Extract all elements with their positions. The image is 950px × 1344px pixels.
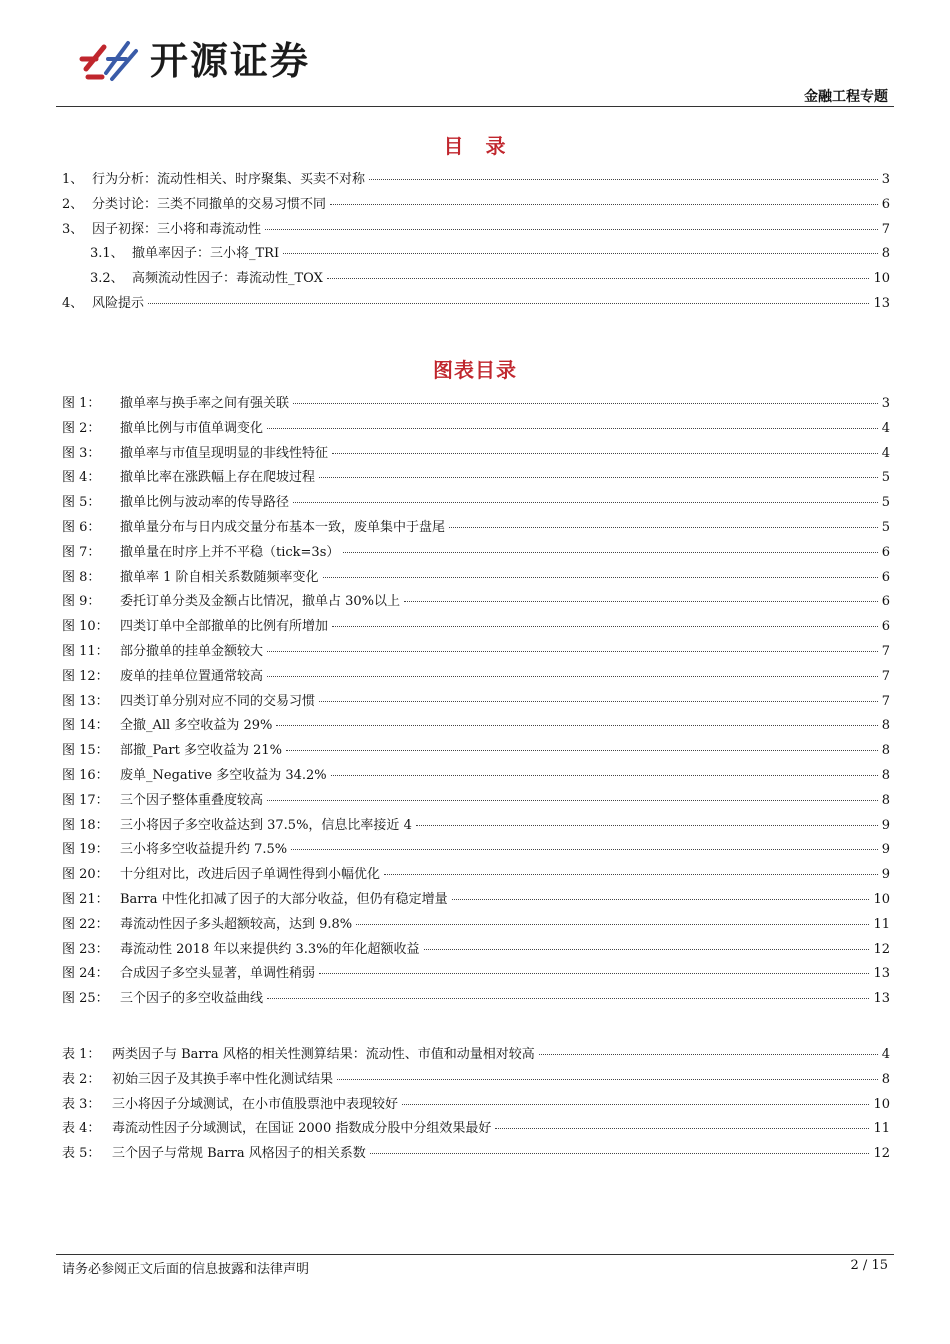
entry-page: 8	[881, 718, 890, 734]
dot-leader	[267, 428, 878, 429]
entry-text: 撤单率因子：三小将_TRI	[132, 246, 280, 262]
entry-text: 撤单率与市值呈现明显的非线性特征	[120, 445, 329, 461]
entry-page: 6	[881, 196, 890, 212]
entry-text: 撤单比例与波动率的传导路径	[120, 495, 290, 511]
entry-number: 表 5：	[62, 1146, 101, 1162]
entry-label	[62, 566, 321, 585]
toc-entry[interactable]	[62, 640, 890, 665]
figure-toc-title: 图表目录	[433, 358, 517, 382]
entry-label	[62, 466, 317, 485]
toc-entry[interactable]	[62, 1117, 890, 1142]
toc-entry[interactable]	[62, 491, 890, 516]
entry-number: 图 24：	[62, 966, 109, 982]
entry-page: 9	[881, 867, 890, 883]
entry-page: 13	[873, 295, 890, 311]
entry-page: 13	[873, 991, 890, 1007]
entry-label	[62, 1043, 537, 1062]
dot-leader	[331, 775, 878, 776]
entry-label	[62, 392, 291, 411]
dot-leader	[337, 1079, 878, 1080]
dot-leader	[384, 874, 878, 875]
entry-text: 四类订单中全部撤单的比例有所增加	[120, 619, 329, 635]
entry-page: 4	[881, 420, 890, 436]
page-number: 2 / 15	[850, 1258, 888, 1273]
entry-text: 合成因子多空头显著，单调性稍弱	[120, 966, 316, 982]
toc-entry[interactable]	[62, 392, 890, 417]
entry-page: 8	[881, 792, 890, 808]
dot-leader	[286, 750, 878, 751]
entry-label	[62, 665, 265, 684]
entry-page: 6	[881, 544, 890, 560]
entry-label	[62, 838, 289, 857]
entry-number: 3.1、	[90, 246, 124, 262]
entry-label	[62, 814, 414, 833]
entry-label	[62, 615, 330, 634]
dot-leader	[356, 924, 869, 925]
entry-label	[62, 888, 450, 907]
toc-entry[interactable]	[62, 442, 890, 467]
entry-page: 10	[873, 891, 890, 907]
entry-label	[62, 491, 291, 510]
entry-label	[62, 1142, 368, 1161]
toc-entry[interactable]	[62, 541, 890, 566]
dot-leader	[424, 949, 870, 950]
dot-leader	[370, 1153, 870, 1154]
table-list	[62, 1043, 890, 1167]
dot-leader	[293, 403, 878, 404]
entry-number: 图 8：	[62, 569, 101, 585]
dot-leader	[495, 1128, 869, 1129]
entry-page: 5	[881, 519, 890, 535]
entry-text: 撤单率 1 阶自相关系数随频率变化	[120, 569, 319, 585]
dot-leader	[319, 477, 878, 478]
dot-leader	[416, 825, 878, 826]
entry-number: 图 11：	[62, 643, 109, 659]
entry-text: 因子初探：三小将和毒流动性	[92, 221, 262, 237]
dot-leader	[267, 676, 878, 677]
dot-leader	[323, 577, 878, 578]
dot-leader	[319, 973, 869, 974]
entry-page: 11	[873, 916, 890, 932]
dot-leader	[449, 527, 878, 528]
entry-text: 三小将因子多空收益达到 37.5%，信息比率接近 4	[120, 817, 412, 833]
dot-leader	[369, 179, 878, 180]
entry-number: 图 6：	[62, 519, 101, 535]
entry-label	[62, 764, 329, 783]
dot-leader	[293, 502, 878, 503]
entry-number: 图 12：	[62, 668, 109, 684]
entry-page: 4	[881, 1047, 890, 1062]
figure-list	[62, 392, 890, 1012]
entry-text: 三个因子的多空收益曲线	[120, 991, 264, 1007]
entry-text: 撤单量分布与日内成交量分布基本一致，废单集中于盘尾	[120, 519, 446, 535]
entry-number: 2、	[62, 196, 84, 212]
entry-text: 分类讨论：三类不同撤单的交易习惯不同	[92, 196, 327, 212]
report-type: 金融工程专题	[804, 89, 888, 105]
entry-label	[62, 690, 317, 709]
entry-number: 图 19：	[62, 842, 109, 858]
entry-number: 表 3：	[62, 1096, 101, 1112]
toc-entry[interactable]	[62, 466, 890, 491]
entry-text: 三个因子与常规 Barra 风格因子的相关系数	[112, 1146, 366, 1162]
toc-entry[interactable]	[62, 1043, 890, 1068]
entry-page: 6	[881, 619, 890, 635]
entry-number: 4、	[62, 295, 84, 311]
entry-label	[62, 417, 265, 436]
dot-leader	[267, 998, 869, 999]
entry-page: 3	[881, 172, 890, 187]
entry-number: 图 25：	[62, 991, 109, 1007]
entry-number: 图 7：	[62, 544, 101, 560]
entry-page: 7	[881, 221, 890, 237]
toc-entry[interactable]	[62, 267, 890, 292]
entry-page: 10	[873, 271, 890, 287]
entry-text: 撤单量在时序上并不平稳（tick=3s）	[120, 544, 340, 560]
dot-leader	[267, 651, 878, 652]
entry-label	[62, 789, 265, 808]
dot-leader	[283, 253, 878, 254]
toc-entry[interactable]	[62, 417, 890, 442]
entry-label	[62, 193, 328, 212]
toc-entry[interactable]	[62, 938, 890, 963]
entry-text: 初始三因子及其换手率中性化测试结果	[112, 1071, 334, 1087]
toc-entry[interactable]	[62, 714, 890, 739]
brand-logo	[78, 28, 310, 86]
entry-text: 废单的挂单位置通常较高	[120, 668, 264, 684]
entry-page: 9	[881, 817, 890, 833]
entry-text: 高频流动性因子：毒流动性_TOX	[132, 271, 323, 287]
entry-number: 图 3：	[62, 445, 101, 461]
dot-leader	[343, 552, 877, 553]
entry-number: 图 18：	[62, 817, 109, 833]
dot-leader	[327, 278, 870, 279]
entry-page: 5	[881, 495, 890, 511]
entry-text: 毒流动性因子多头超额较高，达到 9.8%	[120, 916, 353, 932]
entry-label	[62, 1093, 400, 1112]
entry-number: 1、	[62, 172, 84, 187]
toc-entry[interactable]	[62, 739, 890, 764]
entry-number: 图 15：	[62, 743, 109, 759]
dot-leader	[267, 800, 878, 801]
entry-label	[62, 739, 284, 758]
entry-text: 部撤_Part 多空收益为 21%	[120, 743, 283, 759]
entry-text: 撤单比例与市值单调变化	[120, 420, 264, 436]
entry-text: 部分撤单的挂单金额较大	[120, 643, 264, 659]
logo-mark-icon	[78, 29, 144, 85]
entry-page: 10	[873, 1096, 890, 1112]
toc-entry[interactable]	[62, 566, 890, 591]
entry-page: 5	[881, 470, 890, 486]
toc-entry[interactable]	[62, 913, 890, 938]
dot-leader	[291, 849, 878, 850]
entry-page: 6	[881, 594, 890, 610]
entry-label	[62, 292, 146, 311]
dot-leader	[332, 453, 878, 454]
entry-page: 13	[873, 966, 890, 982]
toc-entry[interactable]	[62, 665, 890, 690]
entry-label	[62, 913, 354, 932]
entry-number: 图 14：	[62, 718, 109, 734]
entry-label	[62, 267, 325, 286]
entry-label	[62, 1117, 493, 1136]
toc-entry[interactable]	[62, 987, 890, 1012]
entry-label	[62, 541, 341, 560]
entry-page: 8	[881, 767, 890, 783]
entry-text: 全撤_All 多空收益为 29%	[120, 718, 273, 734]
entry-number: 3.2、	[90, 271, 124, 287]
toc-title: 目 录	[443, 134, 507, 158]
toc-entry[interactable]	[62, 1068, 890, 1093]
entry-number: 图 5：	[62, 495, 101, 511]
entry-page: 4	[881, 445, 890, 461]
entry-label	[62, 938, 422, 957]
entry-label	[62, 863, 382, 882]
dot-leader	[265, 229, 878, 230]
entry-label	[62, 218, 263, 237]
entry-page: 7	[881, 668, 890, 684]
entry-page: 12	[873, 941, 890, 957]
dot-leader	[319, 701, 878, 702]
toc-entry[interactable]	[62, 242, 890, 267]
entry-label	[62, 987, 265, 1006]
toc-entry[interactable]	[62, 193, 890, 218]
entry-label	[62, 242, 281, 261]
dot-leader	[404, 601, 878, 602]
entry-page: 12	[873, 1146, 890, 1162]
dot-leader	[402, 1104, 869, 1105]
entry-page: 8	[881, 743, 890, 759]
toc-entry[interactable]	[62, 292, 890, 317]
toc-entry[interactable]	[62, 1142, 890, 1167]
toc-entry[interactable]	[62, 168, 890, 193]
entry-text: 四类订单分别对应不同的交易习惯	[120, 693, 316, 709]
dot-leader	[332, 626, 878, 627]
brand-name: 开源证券	[150, 38, 311, 83]
entry-text: 十分组对比，改进后因子单调性得到小幅优化	[120, 867, 381, 883]
entry-label	[62, 516, 447, 535]
entry-text: 撤单比率在涨跌幅上存在爬坡过程	[120, 470, 316, 486]
entry-number: 表 1：	[62, 1047, 101, 1062]
entry-page: 8	[881, 246, 890, 262]
entry-text: 三个因子整体重叠度较高	[120, 792, 264, 808]
entry-number: 图 22：	[62, 916, 109, 932]
entry-page: 8	[881, 1071, 890, 1087]
entry-number: 图 23：	[62, 941, 109, 957]
entry-label	[62, 168, 367, 187]
entry-text: 行为分析：流动性相关、时序聚集、买卖不对称	[92, 172, 366, 187]
entry-label	[62, 1068, 335, 1087]
toc-list	[62, 168, 890, 317]
entry-number: 图 21：	[62, 891, 109, 907]
entry-number: 图 17：	[62, 792, 109, 808]
entry-page: 11	[873, 1121, 890, 1137]
entry-number: 表 2：	[62, 1071, 101, 1087]
entry-number: 图 4：	[62, 470, 101, 486]
entry-label	[62, 714, 274, 733]
toc-entry[interactable]	[62, 789, 890, 814]
toc-entry[interactable]	[62, 838, 890, 863]
entry-number: 图 9：	[62, 594, 101, 610]
entry-text: 废单_Negative 多空收益为 34.2%	[120, 767, 327, 783]
toc-entry[interactable]	[62, 1093, 890, 1118]
entry-label	[62, 590, 402, 609]
toc-entry[interactable]	[62, 888, 890, 913]
entry-text: Barra 中性化扣减了因子的大部分收益，但仍有稳定增量	[120, 891, 448, 907]
footer-divider	[56, 1254, 894, 1255]
entry-page: 6	[881, 569, 890, 585]
dot-leader	[452, 899, 870, 900]
entry-number: 图 2：	[62, 420, 101, 436]
entry-label	[62, 640, 265, 659]
toc-entry[interactable]	[62, 814, 890, 839]
entry-text: 撤单率与换手率之间有强关联	[120, 396, 290, 411]
entry-number: 图 16：	[62, 767, 109, 783]
dot-leader	[276, 725, 877, 726]
toc-entry[interactable]	[62, 615, 890, 640]
dot-leader	[539, 1054, 878, 1055]
entry-number: 图 13：	[62, 693, 109, 709]
entry-text: 委托订单分类及金额占比情况，撤单占 30%以上	[120, 594, 401, 610]
entry-text: 风险提示	[92, 295, 145, 311]
footer-disclaimer: 请务必参阅正文后面的信息披露和法律声明	[62, 1262, 310, 1277]
entry-label	[62, 962, 317, 981]
dot-leader	[148, 303, 869, 304]
entry-number: 3、	[62, 221, 84, 237]
entry-page: 3	[881, 396, 890, 411]
entry-text: 三小将因子分域测试，在小市值股票池中表现较好	[112, 1096, 399, 1112]
toc-entry[interactable]	[62, 764, 890, 789]
entry-text: 毒流动性因子分域测试，在国证 2000 指数成分股中分组效果最好	[112, 1121, 492, 1137]
toc-entry[interactable]	[62, 863, 890, 888]
entry-text: 三小将多空收益提升约 7.5%	[120, 842, 288, 858]
entry-page: 7	[881, 693, 890, 709]
toc-entry[interactable]	[62, 218, 890, 243]
entry-number: 图 1：	[62, 396, 101, 411]
entry-number: 图 10：	[62, 619, 109, 635]
entry-text: 毒流动性 2018 年以来提供约 3.3%的年化超额收益	[120, 941, 420, 957]
entry-text: 两类因子与 Barra 风格的相关性测算结果：流动性、市值和动量相对较高	[112, 1047, 535, 1062]
toc-entry[interactable]	[62, 962, 890, 987]
entry-number: 表 4：	[62, 1121, 101, 1137]
dot-leader	[330, 204, 878, 205]
header-divider	[56, 106, 894, 107]
toc-entry[interactable]	[62, 516, 890, 541]
entry-page: 9	[881, 842, 890, 858]
toc-entry[interactable]	[62, 590, 890, 615]
entry-label	[62, 442, 330, 461]
toc-entry[interactable]	[62, 690, 890, 715]
entry-number: 图 20：	[62, 867, 109, 883]
entry-page: 7	[881, 643, 890, 659]
